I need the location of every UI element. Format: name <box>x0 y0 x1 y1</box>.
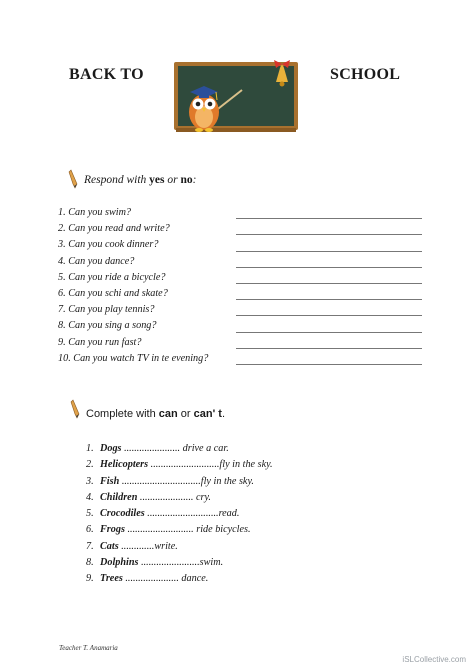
question-item: 3. Can you cook dinner? <box>58 239 159 251</box>
item-number: 1. <box>86 443 94 454</box>
item-number: 5. <box>86 508 94 520</box>
completion-item <box>86 490 273 506</box>
respond-intro-text: Respond with <box>84 174 150 186</box>
no-word: no <box>180 174 193 186</box>
completion-item <box>86 506 273 522</box>
answer-line[interactable] <box>236 316 422 332</box>
item-number: 7. <box>86 540 94 552</box>
item-subject: Cats <box>100 540 119 552</box>
complete-intro-text: Complete with <box>86 408 159 420</box>
period-mark: . <box>221 408 225 420</box>
item-rest: ..................... cry. <box>137 491 211 503</box>
item-subject: Helicopters <box>100 459 149 471</box>
item-subject: Children <box>100 491 138 503</box>
section-heading-complete <box>86 408 225 420</box>
completion-item <box>86 474 273 490</box>
item-number: 3. <box>86 475 94 487</box>
question-item: 7. Can you play tennis? <box>58 304 155 316</box>
question-item: 10. Can you watch TV in te evening? <box>58 352 209 364</box>
answer-lines <box>236 203 422 365</box>
item-subject: Crocodiles <box>100 508 145 520</box>
item-subject: Fish <box>100 475 120 487</box>
item-rest: ...............................fly in the sky. <box>119 475 254 487</box>
question-item: 6. Can you schi and skate? <box>58 287 168 299</box>
item-rest: .......................... ride bicycles. <box>124 524 251 536</box>
answer-line[interactable] <box>236 284 422 300</box>
item-number: 9. <box>86 573 94 585</box>
pencil-icon <box>70 399 82 419</box>
completion-item <box>86 441 273 457</box>
title-school: SCHOOL <box>330 66 401 83</box>
answer-line[interactable] <box>236 203 422 219</box>
pencil-icon <box>68 169 80 189</box>
question-item: 8. Can you sing a song? <box>58 320 157 332</box>
answer-line[interactable] <box>236 333 422 349</box>
item-rest: .......................swim. <box>138 557 224 569</box>
title-back-to: BACK TO <box>69 66 144 83</box>
question-item: 4. Can you dance? <box>58 255 135 267</box>
answer-line[interactable] <box>236 300 422 316</box>
item-subject: Dolphins <box>100 557 139 569</box>
answer-line[interactable] <box>236 268 422 284</box>
item-rest: ...................... drive a car. <box>121 443 229 454</box>
item-rest: ..................... dance. <box>122 573 209 585</box>
item-subject: Frogs <box>100 524 125 536</box>
completion-list <box>86 441 273 588</box>
teacher-credit: Teacher T. Anamaria <box>59 644 118 652</box>
item-number: 8. <box>86 557 94 569</box>
question-item: 5. Can you ride a bicycle? <box>58 271 166 283</box>
question-item: 9. Can you run fast? <box>58 336 142 348</box>
item-rest: ...........................fly in the sky. <box>148 459 273 471</box>
item-number: 6. <box>86 524 94 536</box>
colon-mark: : <box>192 174 197 186</box>
item-number: 4. <box>86 491 94 503</box>
item-subject: Dogs <box>100 443 122 454</box>
question-item: 1. Can you swim? <box>58 207 132 218</box>
answer-line[interactable] <box>236 252 422 268</box>
completion-item <box>86 539 273 555</box>
answer-line[interactable] <box>236 349 422 365</box>
question-item: 2. Can you read and write? <box>58 223 170 235</box>
question-list <box>58 205 208 367</box>
item-number: 2. <box>86 459 94 471</box>
answer-line[interactable] <box>236 235 422 251</box>
item-rest: ............................read. <box>144 508 240 520</box>
or-word: or <box>177 408 194 420</box>
completion-item <box>86 522 273 538</box>
completion-item <box>86 555 273 571</box>
or-word: or <box>164 174 181 186</box>
yes-word: yes <box>149 174 165 186</box>
item-rest: .............write. <box>118 540 178 552</box>
answer-line[interactable] <box>236 219 422 235</box>
chalkboard-owl-illustration <box>168 56 308 138</box>
completion-item <box>86 457 273 473</box>
cant-word: can' t <box>193 408 222 420</box>
can-word: can <box>158 408 178 420</box>
watermark: iSLCollective.com <box>402 655 466 664</box>
section-heading-respond <box>84 174 197 186</box>
completion-item <box>86 571 273 587</box>
item-subject: Trees <box>100 573 123 585</box>
